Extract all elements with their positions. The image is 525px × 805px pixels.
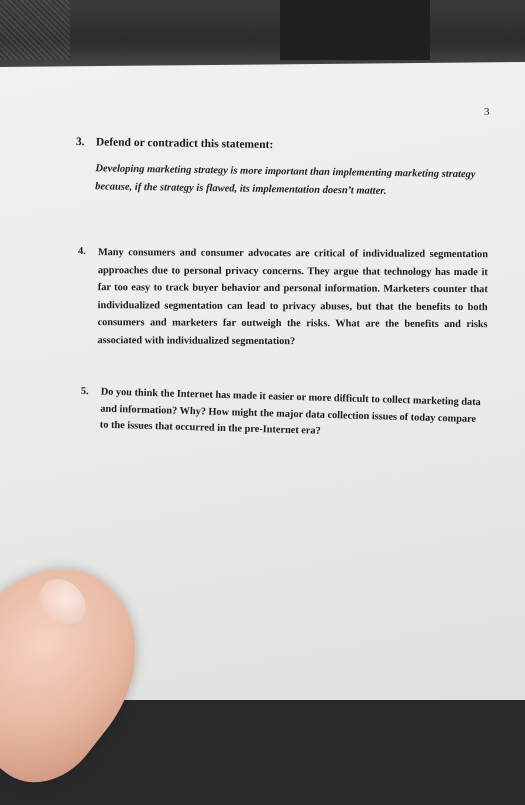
question-3 xyxy=(75,134,496,203)
question-number: 5. xyxy=(80,385,89,398)
question-prompt: Defend or contradict this statement: xyxy=(95,136,274,152)
question-number: 4. xyxy=(77,245,86,258)
page-number: 3 xyxy=(484,106,490,118)
question-statement: Developing marketing strategy is more important than implementing marketing strategy because, if the strategy is flawed, its implementation doesn’t matter. xyxy=(95,163,476,197)
question-4 xyxy=(77,244,488,352)
question-text: Many consumers and consumer advocates are critical of individualized segmentation approaches due to personal privacy concerns. They argue that technology has made it far too easy to track buyer behavior and personal information. Marketers counter that individualized segmentation can lead to privacy abuses, but that the benefits to both consumers and marketers far outweigh the risks. What are the benefits and risks associated with individualized segmentation? xyxy=(97,247,488,348)
background-desk xyxy=(0,0,525,70)
question-number: 3. xyxy=(75,135,85,149)
question-text: Do you think the Internet has made it easier or more difficult to collect marketing data and information? Why? How might the major data collection issues of today compare to the issues that occurred in the pre-Internet era? xyxy=(99,386,481,437)
